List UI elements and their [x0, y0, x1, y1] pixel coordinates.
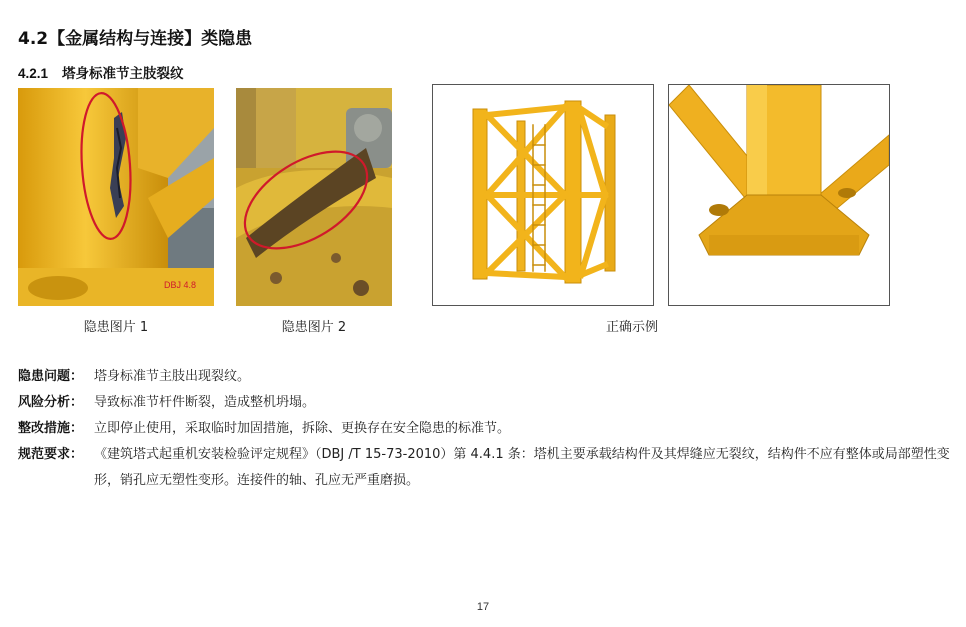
section-title: 4.2【金属结构与连接】类隐患	[18, 29, 253, 49]
item-text: 塔身标准节主肢出现裂纹。	[94, 369, 251, 384]
item-text: 《建筑塔式起重机安装检验评定规程》（DBJ /T 15-73-2010）第 4.4.1 条：塔机主要承载结构件及其焊缝应无裂纹，结构件不应有整体或局部塑性变形，销孔应无塑性变形。连接件的轴、孔应无严重磨损。	[94, 447, 950, 488]
correct-example-frame	[432, 84, 654, 306]
caption-correct-example: 正确示例	[605, 320, 659, 335]
photo-stamp: DBJ 4.8	[164, 280, 197, 290]
caption-hazard-photo-1: 隐患图片 1	[83, 320, 149, 335]
item-problem	[18, 364, 958, 390]
hazard-details	[18, 364, 958, 494]
caption-hazard-photo-2: 隐患图片 2	[281, 320, 347, 335]
item-label: 整改措施：	[18, 421, 84, 436]
hazard-photo-2	[236, 88, 392, 306]
item-label: 隐患问题：	[18, 369, 84, 384]
item-text: 导致标准节杆件断裂，造成整机坍塌。	[94, 395, 316, 410]
item-standard	[18, 442, 958, 494]
item-label: 规范要求：	[18, 447, 84, 462]
hazard-photo-1	[18, 88, 214, 306]
page-number: 17	[476, 601, 490, 613]
subsection-number: 4.2.1	[18, 66, 49, 81]
item-risk	[18, 390, 958, 416]
subsection-heading: 塔身标准节主肢裂纹	[62, 66, 184, 82]
subsection-title	[18, 62, 184, 82]
correct-example-joint	[668, 84, 890, 306]
item-label: 风险分析：	[18, 395, 84, 410]
item-measures	[18, 416, 958, 442]
item-text: 立即停止使用，采取临时加固措施，拆除、更换存在安全隐患的标准节。	[94, 421, 511, 436]
